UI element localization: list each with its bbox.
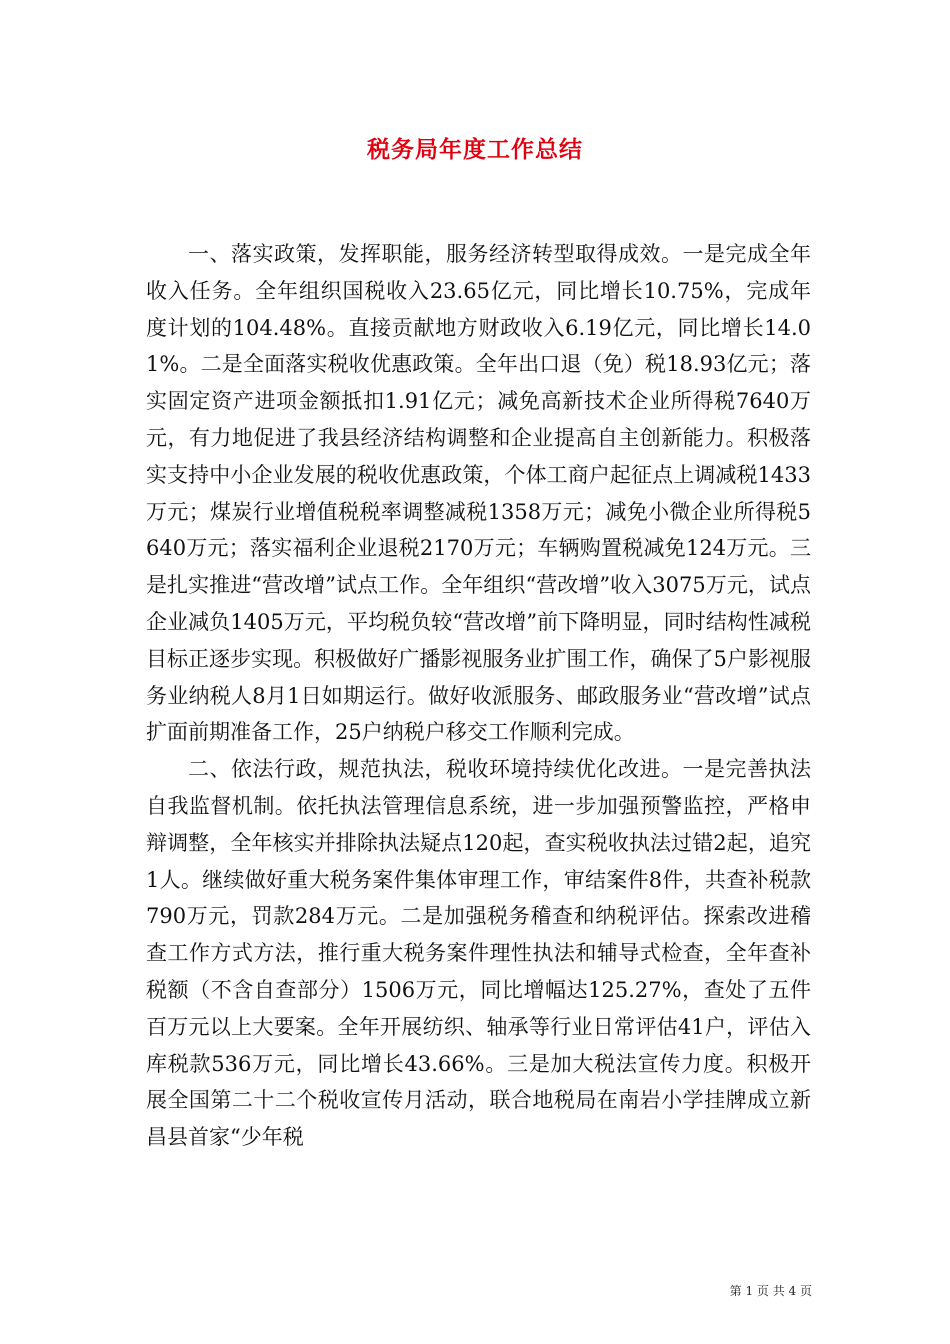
- document-title: 税务局年度工作总结: [367, 136, 583, 163]
- paragraph-2: 二、依法行政，规范执法，税收环境持续优化改进。一是完善执法自我监督机制。依托执法管理信息系统，进一步加强预警监控，严格申辩调整，全年核实并排除执法疑点120起，查实税收执法过错2起，追究1人。继续做好重大税务案件集体审理工作，审结案件8件，共查补税款790万元，罚款284万元。二是加强税务稽查和纳税评估。探索改进稽查工作方式方法，推行重大税务案件理性执法和辅导式检查，全年查补税额（不含自查部分）1506万元，同比增幅达125.27%，查处了五件百万元以上大要案。全年开展纺织、轴承等行业日常评估41户，评估入库税款536万元，同比增长43.66%。三是加大税法宣传力度。积极开展全国第二十二个税收宣传月活动，联合地税局在南岩小学挂牌成立新昌县首家“少年税: [146, 757, 811, 1150]
- page-number: 第 1 页 共 4 页: [729, 1284, 812, 1298]
- paragraph-1: 一、落实政策，发挥职能，服务经济转型取得成效。一是完成全年收入任务。全年组织国税收入23.65亿元，同比增长10.75%，完成年度计划的104.48%。直接贡献地方财政收入6.19亿元，同比增长14.01%。二是全面落实税收优惠政策。全年出口退（免）税18.93亿元；落实固定资产进项金额抵扣1.91亿元；减免高新技术企业所得税7640万元，有力地促进了我县经济结构调整和企业提高自主创新能力。积极落实支持中小企业发展的税收优惠政策，个体工商户起征点上调减税1433万元；煤炭行业增值税税率调整减税1358万元；减免小微企业所得税5640万元；落实福利企业退税2170万元；车辆购置税减免124万元。三是扎实推进“营改增”试点工作。全年组织“营改增”收入3075万元，试点企业减负1405万元，平均税负较“营改增”前下降明显，同时结构性减税目标正逐步实现。积极做好广播影视服务业扩围工作，确保了5户影视服务业纳税人8月1日如期运行。做好收派服务、邮政服务业“营改增”试点扩面前期准备工作，25户纳税户移交工作顺利完成。: [146, 242, 811, 745]
- document-body: [146, 236, 811, 1156]
